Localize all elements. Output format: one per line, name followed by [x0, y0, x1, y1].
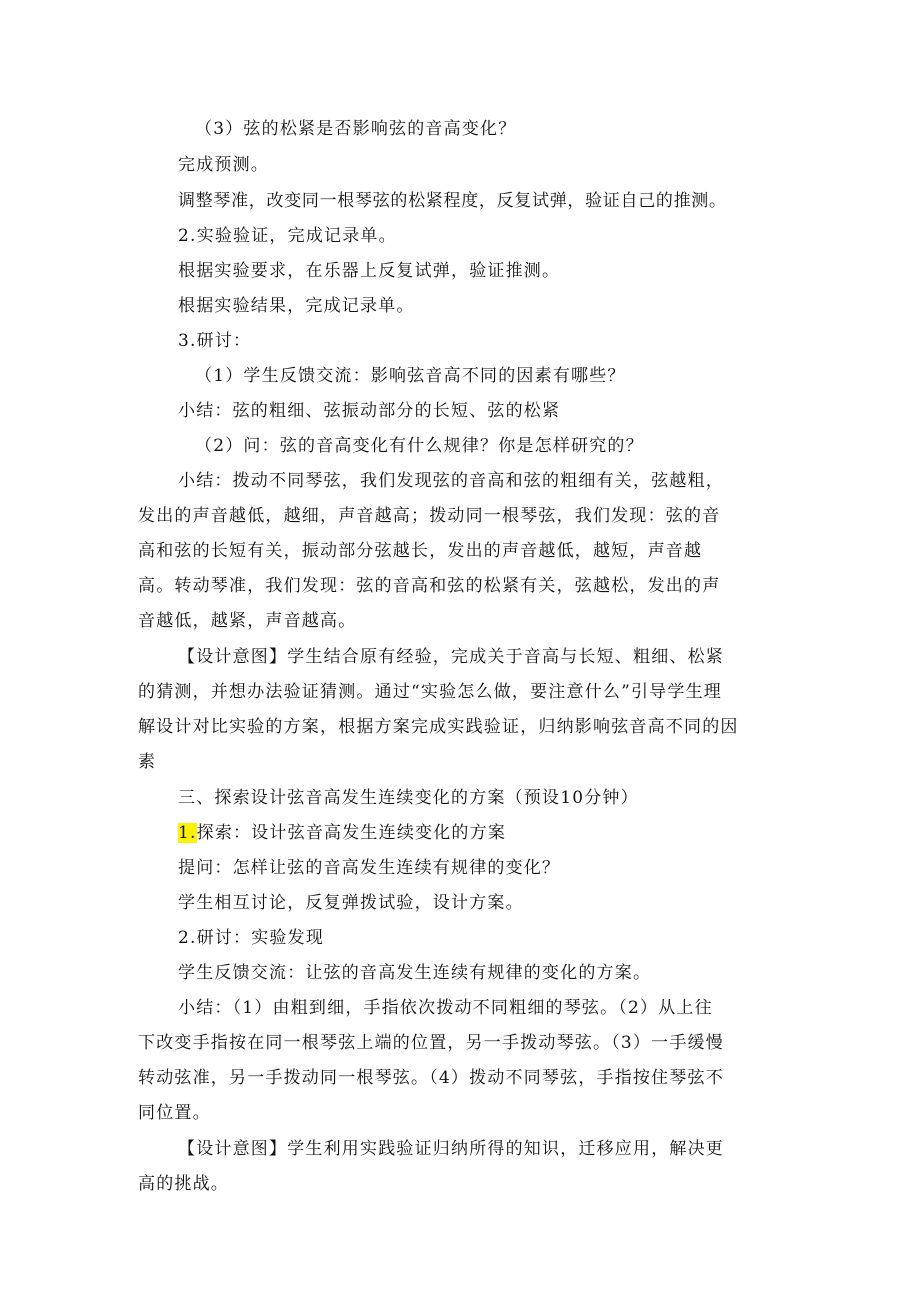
text-line: 根据实验要求，在乐器上反复试弹，验证推测。 — [178, 261, 561, 281]
design-intent-line: 高的挑战。 — [138, 1174, 229, 1194]
text-line: 根据实验结果，完成记录单。 — [178, 296, 415, 316]
design-intent-line: 【设计意图】学生利用实践验证归纳所得的知识，迁移应用，解决更 — [178, 1139, 724, 1159]
summary-paragraph-line: 发出的声音越低，越细，声音越高；拨动同一根琴弦，我们发现：弦的音 — [138, 506, 721, 526]
explore-text: 探索：设计弦音高发生连续变化的方案 — [196, 823, 507, 843]
discussion-1: （1）学生反馈交流：影响弦音高不同的因素有哪些？ — [195, 366, 626, 386]
step-2-heading: 2.实验验证，完成记录单。 — [178, 226, 397, 246]
summary-paragraph-line: 音越低，越紧，声音越高。 — [138, 611, 357, 631]
design-intent-line: 解设计对比实验的方案，根据方案完成实践验证，归纳影响弦音高不同的因 — [138, 717, 739, 737]
step-3-heading: 3.研讨： — [178, 331, 252, 351]
summary-paragraph-line: 高。转动琴准，我们发现：弦的音高和弦的松紧有关，弦越松，发出的声 — [138, 576, 721, 596]
design-intent-line: 素 — [138, 752, 157, 772]
question-3: （3）弦的松紧是否影响弦的音高变化？ — [195, 119, 517, 139]
summary-line: 小结：弦的粗细、弦振动部分的长短、弦的松紧 — [178, 401, 561, 421]
question-line: 提问：怎样让弦的音高发生连续有规律的变化？ — [178, 858, 561, 878]
design-intent-line: 的猜测，并想办法验证猜测。通过“实验怎么做，要注意什么”引导学生理 — [138, 682, 722, 702]
summary-paragraph-line: 下改变手指按在同一根琴弦上端的位置，另一手拨动琴弦。（3）一手缓慢 — [138, 1033, 724, 1053]
summary-paragraph-line: 高和弦的长短有关，振动部分弦越长，发出的声音越低，越短，声音越 — [138, 541, 703, 561]
summary-paragraph-line: 小结：（1）由粗到细，手指依次拨动不同粗细的琴弦。（2）从上往 — [178, 998, 713, 1018]
text-line: 完成预测。 — [178, 155, 269, 175]
explore-line — [178, 821, 506, 845]
highlighted-number: 1. — [178, 823, 197, 843]
discussion-2: （2）问：弦的音高变化有什么规律？你是怎样研究的？ — [195, 436, 644, 456]
summary-paragraph-line: 同位置。 — [138, 1103, 211, 1123]
text-line: 学生相互讨论，反复弹拨试验，设计方案。 — [178, 893, 524, 913]
summary-paragraph-line: 小结：拨动不同琴弦，我们发现弦的音高和弦的粗细有关，弦越粗， — [178, 471, 724, 491]
design-intent-line: 【设计意图】学生结合原有经验，完成关于音高与长短、粗细、松紧 — [178, 647, 724, 667]
step-2-heading: 2.研讨：实验发现 — [178, 928, 325, 948]
text-line: 调整琴准，改变同一根琴弦的松紧程度，反复试弹，验证自己的推测。 — [178, 191, 727, 211]
section-3-heading: 三、探索设计弦音高发生连续变化的方案（预设10分钟） — [178, 788, 639, 808]
text-line: 学生反馈交流：让弦的音高发生连续有规律的变化的方案。 — [178, 963, 652, 983]
summary-paragraph-line: 转动弦准，另一手拨动同一根琴弦。（4）拨动不同琴弦，手指按住琴弦不 — [138, 1068, 724, 1088]
